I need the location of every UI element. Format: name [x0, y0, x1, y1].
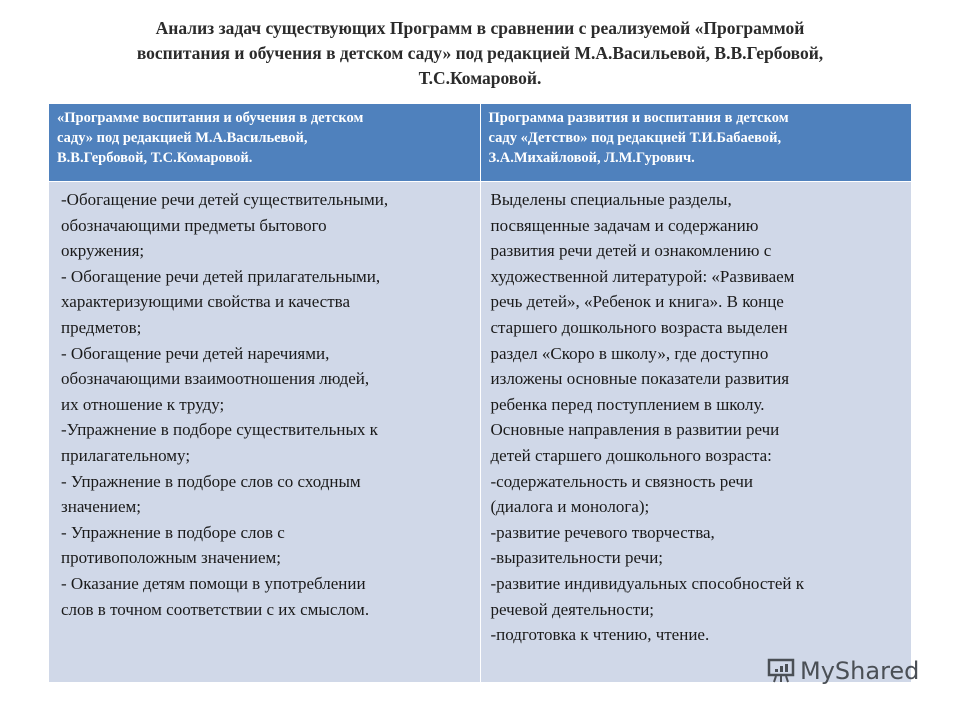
- title-line: Анализ задач существующих Программ в сравнении с реализуемой «Программой: [155, 18, 805, 38]
- text-line: -Обогащение речи детей существительными,: [61, 190, 389, 209]
- cell-vasilyeva-tasks: [49, 182, 481, 683]
- text-line: -развитие индивидуальных способностей к: [490, 573, 804, 593]
- text-line: противоположным значением;: [61, 548, 282, 568]
- text-line: - Обогащение речи детей прилагательными,: [61, 266, 381, 286]
- myshared-watermark: [766, 656, 919, 686]
- text-line: предметов;: [61, 317, 142, 337]
- text-line: старшего дошкольного возраста выделен: [490, 317, 788, 337]
- text-line: -развитие речевого творчества,: [490, 522, 715, 542]
- text-line: посвященные задачам и содержанию: [490, 215, 759, 235]
- title-line: воспитания и обучения в детском саду» под редакцией М.А.Васильевой, В.В.Гербовой,: [136, 43, 824, 63]
- text-line: детей старшего дошкольного возраста:: [490, 445, 772, 465]
- title-line: Т.С.Комаровой.: [418, 68, 542, 88]
- text-line: прилагательному;: [61, 445, 191, 465]
- text-line: Выделены специальные разделы,: [490, 190, 732, 209]
- text-line: развития речи детей и ознакомлению с: [490, 241, 772, 261]
- slide-title: [40, 16, 920, 91]
- text-line: окружения;: [61, 241, 145, 261]
- text-line: - Оказание детям помощи в употреблении: [61, 573, 366, 593]
- text-line: речь детей», «Ребенок и книга». В конце: [490, 292, 784, 312]
- text-line: раздел «Скоро в школу», где доступно: [490, 343, 769, 363]
- comparison-table: [48, 103, 912, 683]
- text-line: (диалога и монолога);: [490, 497, 650, 517]
- text-line: обозначающими взаимоотношения людей,: [61, 369, 370, 389]
- text-line: саду» под редакцией М.А.Васильевой,: [57, 130, 308, 146]
- text-line: слов в точном соответствии с их смыслом.: [61, 599, 370, 619]
- text-line: изложены основные показатели развития: [490, 369, 790, 389]
- header-vasilyeva-program: [49, 104, 481, 182]
- text-line: - Упражнение в подборе слов с: [61, 522, 285, 542]
- text-line: художественной литературой: «Развиваем: [490, 266, 795, 286]
- text-line: Программа развития и воспитания в детском: [488, 110, 789, 126]
- text-line: обозначающими предметы бытового: [61, 215, 327, 235]
- text-line: Основные направления в развитии речи: [490, 420, 780, 440]
- header-detstvo-program: [480, 104, 912, 182]
- text-line: -Упражнение в подборе существительных к: [61, 420, 378, 440]
- text-line: саду «Детство» под редакцией Т.И.Бабаевой,: [488, 130, 782, 146]
- watermark-text: MyShared: [800, 657, 920, 685]
- text-line: их отношение к труду;: [61, 394, 225, 414]
- text-line: речевой деятельности;: [490, 599, 655, 619]
- table-header-row: [49, 104, 912, 182]
- text-line: - Обогащение речи детей наречиями,: [61, 343, 330, 363]
- text-line: ребенка перед поступлением в школу.: [490, 394, 765, 414]
- text-line: - Упражнение в подборе слов со сходным: [61, 471, 361, 491]
- text-line: В.В.Гербовой, Т.С.Комаровой.: [57, 150, 253, 166]
- presentation-board-icon: [766, 656, 796, 686]
- text-line: -выразительности речи;: [490, 548, 664, 568]
- text-line: -содержательность и связность речи: [490, 471, 753, 491]
- text-line: «Программе воспитания и обучения в детском: [57, 110, 364, 126]
- text-line: З.А.Михайловой, Л.М.Гурович.: [488, 150, 695, 166]
- cell-detstvo-tasks: [480, 182, 912, 683]
- text-line: -подготовка к чтению, чтение.: [490, 625, 710, 645]
- text-line: значением;: [61, 497, 141, 517]
- text-line: характеризующими свойства и качества: [61, 292, 351, 312]
- table-row: [49, 182, 912, 683]
